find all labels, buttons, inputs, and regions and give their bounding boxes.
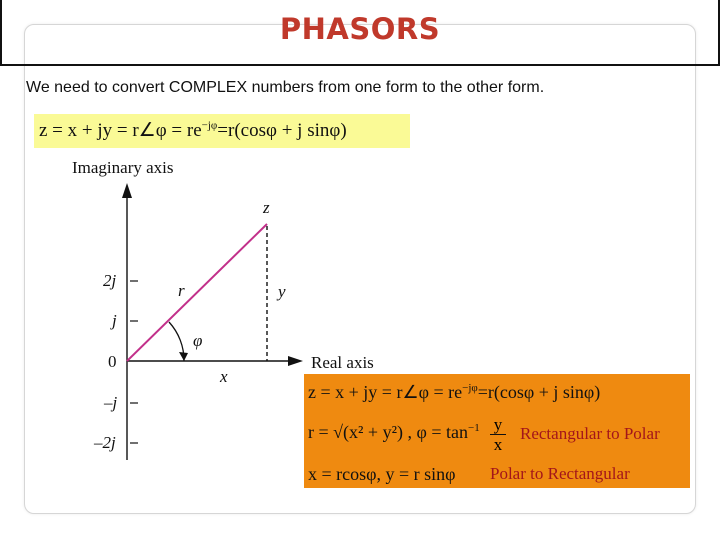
imaginary-axis-arrow [122, 183, 132, 198]
box-line-complex-forms [308, 382, 600, 403]
radius-label: r [178, 281, 185, 300]
page-title: PHASORS [279, 12, 441, 46]
point-z-label: z [263, 198, 270, 217]
formula-exponent: −jφ [201, 119, 218, 132]
box-line1-lhs: z = x + jy = r∠φ = re [308, 382, 463, 402]
tick-label-neg-j: –j [104, 393, 118, 412]
conversion-formulas-box [304, 374, 690, 488]
angle-arc-arrow [179, 352, 188, 361]
tick-label-neg-2j: –2j [94, 433, 116, 452]
fraction-numerator: y [490, 416, 506, 435]
x-component-label: x [220, 367, 228, 386]
tick-label-0: 0 [108, 352, 117, 371]
real-axis-arrow [288, 356, 303, 366]
box-line1-exponent: −jφ [462, 382, 478, 394]
tick-label-j: j [112, 311, 117, 330]
box-line2-exponent: −1 [468, 422, 480, 434]
polar-to-rect-label: Polar to Rectangular [490, 464, 630, 483]
real-axis-label: Real axis [311, 353, 374, 372]
angle-label: φ [193, 331, 203, 350]
box-line-polar-to-rect-formula: x = rcosφ, y = r sinφ [308, 464, 456, 484]
rect-to-polar-label: Rectangular to Polar [520, 424, 660, 443]
box-line-rect-to-polar-formula [308, 422, 480, 443]
formula-lhs: z = x + jy = r∠φ = re [39, 120, 202, 141]
fraction-denominator: x [493, 435, 503, 454]
formula-rhs: =r(cosφ + j sinφ) [217, 120, 347, 141]
imaginary-axis-label: Imaginary axis [72, 158, 174, 177]
tick-label-2j: 2j [103, 271, 117, 290]
box-line2-lhs: r = √(x² + y²) , φ = tan [308, 422, 468, 442]
box-line1-rhs: =r(cosφ + j sinφ) [477, 382, 601, 402]
subtitle-text: We need to convert COMPLEX numbers from one form to the other form. [26, 79, 545, 96]
y-component-label: y [278, 282, 286, 301]
arctan-fraction [490, 416, 506, 455]
